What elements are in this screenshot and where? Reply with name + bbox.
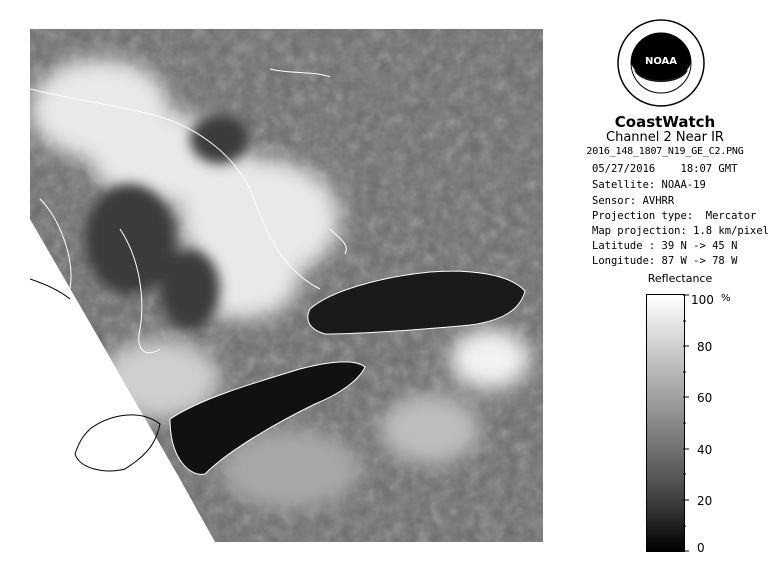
tick-80: 80	[697, 340, 713, 354]
longitude-text: Longitude: 87 W -> 78 W	[592, 255, 738, 267]
tick-0: 0	[697, 541, 705, 552]
image-filename: 2016_148_1807_N19_GE_C2.PNG	[586, 146, 744, 157]
noaa-logo-icon	[616, 18, 706, 108]
colorbar-label: Reflectance	[647, 272, 713, 285]
channel-subtitle: Channel 2 Near IR	[606, 130, 724, 145]
noaa-logo-text: NOAA	[644, 56, 678, 67]
tick-20: 20	[697, 494, 713, 508]
datetime-text: 05/27/2016 18:07 GMT	[592, 163, 738, 175]
map-projection-text: Map projection: 1.8 km/pixel	[592, 225, 770, 237]
projection-type-text: Projection type: Mercator	[592, 210, 757, 222]
tick-100: 100	[691, 294, 714, 307]
tick-60: 60	[697, 391, 713, 405]
app-title: CoastWatch	[614, 113, 716, 131]
latitude-text: Latitude : 39 N -> 45 N	[592, 240, 738, 252]
tick-40: 40	[697, 443, 713, 457]
unit-percent: %	[721, 294, 731, 304]
colorbar-ticks	[683, 294, 763, 552]
sensor-text: Sensor: AVHRR	[592, 195, 675, 207]
satellite-text: Satellite: NOAA-19	[592, 179, 706, 191]
reflectance-colorbar	[646, 294, 685, 552]
satellite-image	[30, 29, 543, 542]
